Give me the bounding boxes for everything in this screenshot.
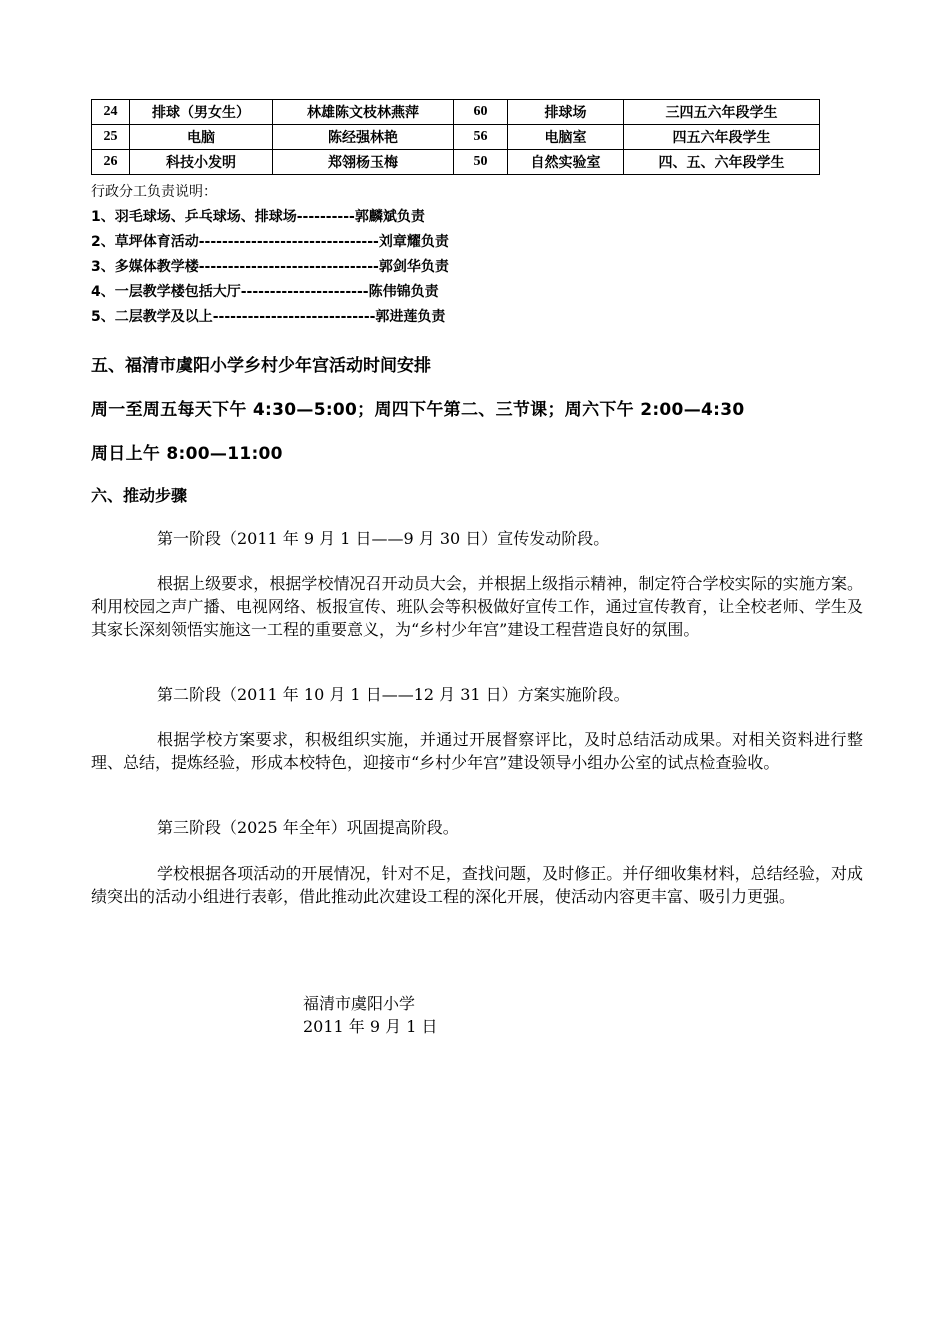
activity-grade: 三四五六年段学生	[624, 100, 820, 125]
signature-school: 福清市虞阳小学	[303, 994, 416, 1013]
stage-one-body: 根据上级要求，根据学校情况召开动员大会，并根据上级指示精神，制定符合学校实际的实施方案。利用校园之声广播、电视网络、板报宣传、班队会等积极做好宣传工作，通过宣传教育，让全校老师、学生及其家长深刻领悟实施这一工程的重要意义，为“乡村少年宫”建设工程营造良好的氛围。	[91, 574, 863, 639]
student-count: 50	[454, 150, 508, 175]
admin-duty-list	[91, 206, 449, 331]
section-five-heading: 五、福清市虞阳小学乡村少年宫活动时间安排	[91, 356, 431, 376]
row-number: 26	[92, 150, 130, 175]
activity-item: 电脑	[130, 125, 273, 150]
stage-three-title: 第三阶段（2025 年全年）巩固提高阶段。	[157, 818, 459, 837]
student-count: 56	[454, 125, 508, 150]
stage-two-body: 根据学校方案要求，积极组织实施，并通过开展督察评比，及时总结活动成果。对相关资料进行整理、总结，提炼经验，形成本校特色，迎接市“乡村少年宫”建设领导小组办公室的试点检查验收。	[91, 730, 863, 772]
stage-two-title: 第二阶段（2011 年 10 月 1 日——12 月 31 日）方案实施阶段。	[157, 685, 630, 704]
activity-place: 排球场	[508, 100, 624, 125]
activity-teachers: 林雄陈文枝林燕萍	[273, 100, 454, 125]
list-item: 4、一层教学楼包括大厅----------------------陈伟锦负责	[91, 284, 439, 300]
admin-duty-title: 行政分工负责说明：	[91, 184, 217, 200]
section-six-heading: 六、推动步骤	[91, 486, 188, 505]
table-row	[92, 125, 820, 150]
schedule-sunday: 周日上午 8:00—11:00	[91, 444, 283, 464]
list-item: 2、草坪体育活动-------------------------------刘章耀负责	[91, 234, 449, 250]
stage-three-body: 学校根据各项活动的开展情况，针对不足，查找问题，及时修正。并仔细收集材料，总结经验，对成绩突出的活动小组进行表彰，借此推动此次建设工程的深化开展，使活动内容更丰富、吸引力更强。	[91, 864, 863, 906]
table-row	[92, 150, 820, 175]
table-row	[92, 100, 820, 125]
signature-date: 2011 年 9 月 1 日	[303, 1017, 438, 1036]
activity-teachers: 陈经强林艳	[273, 125, 454, 150]
activity-item: 排球（男女生）	[130, 100, 273, 125]
activity-grade: 四、五、六年段学生	[624, 150, 820, 175]
stage-one-title: 第一阶段（2011 年 9 月 1 日——9 月 30 日）宣传发动阶段。	[157, 529, 610, 548]
activity-table	[91, 99, 820, 175]
row-number: 25	[92, 125, 130, 150]
schedule-weekday: 周一至周五每天下午 4:30—5:00；周四下午第二、三节课；周六下午 2:00—4:30	[91, 400, 745, 420]
list-item: 1、羽毛球场、乒乓球场、排球场----------郭麟斌负责	[91, 209, 425, 225]
activity-item: 科技小发明	[130, 150, 273, 175]
activity-place: 电脑室	[508, 125, 624, 150]
activity-grade: 四五六年段学生	[624, 125, 820, 150]
row-number: 24	[92, 100, 130, 125]
list-item: 5、二层教学及以上----------------------------郭进莲负责	[91, 309, 446, 325]
student-count: 60	[454, 100, 508, 125]
list-item: 3、多媒体教学楼-------------------------------郭剑华负责	[91, 259, 449, 275]
activity-teachers: 郑翎杨玉梅	[273, 150, 454, 175]
activity-place: 自然实验室	[508, 150, 624, 175]
